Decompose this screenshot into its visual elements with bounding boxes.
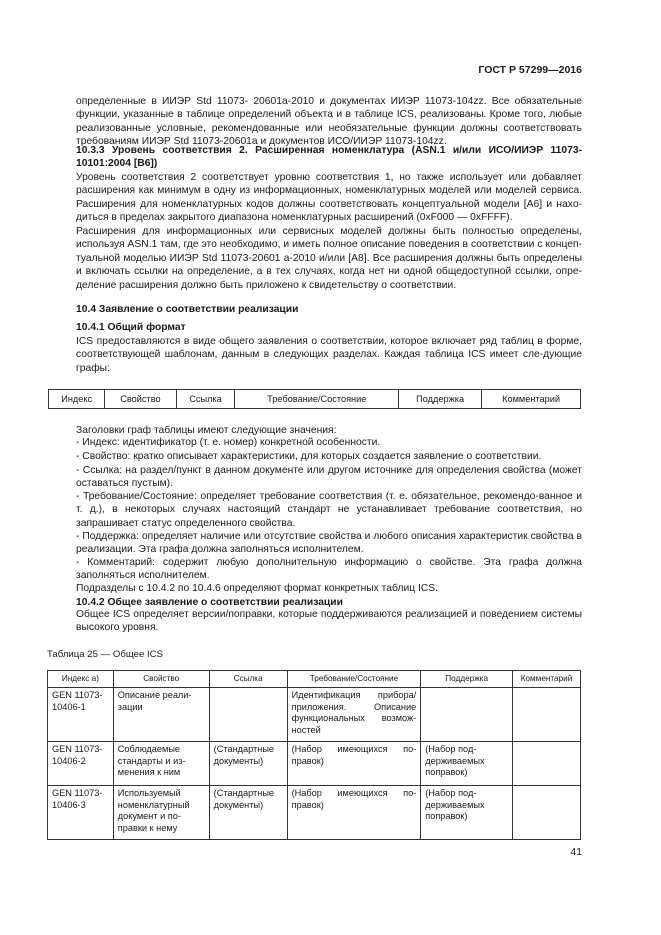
- table-header: Комментарий: [513, 671, 581, 688]
- table-header: Поддержка: [421, 671, 513, 688]
- list-item: - Ссылка: на раздел/пункт в данном документе или другом источнике для определения свойства (может оставаться пустым).: [76, 465, 582, 490]
- table-cell: (Набор имеющихся по-правок): [287, 786, 421, 840]
- paragraph: Уровень соответствия 2 соответствует уровню соответствия 1, но также использует или добавляет расширения как минимум в одну из информационных, номенклатурных моделей или моделей сервиса. Расширения для номенклатурных кодов должны соответствовать концептуальной модели [A6] и нахо-диться в пределах закрытого диапазона номенклатурных расширений (0xF000 — 0xFFFF).: [76, 172, 582, 224]
- table-cell: [209, 688, 287, 742]
- table-cell: Используемый номенклатурный документ и по-правки к нему: [113, 786, 209, 840]
- table-cell: Соблюдаемые стандарты и из-менения к ним: [113, 742, 209, 786]
- column-header: Требование/Состояние: [235, 390, 399, 409]
- table-header: Индекс a): [48, 671, 114, 688]
- table-cell: (Набор имеющихся по-правок): [287, 742, 421, 786]
- table-header-row: [48, 671, 581, 688]
- table-cell: Идентификация прибора/ приложения. Описание функциональных возмож-ностей: [287, 688, 421, 742]
- column-header: Индекс: [49, 390, 105, 409]
- table-caption: Таблица 25 — Общее ICS: [47, 649, 163, 660]
- table-row: [48, 742, 581, 786]
- column-header: Свойство: [105, 390, 176, 409]
- list-item: - Требование/Состояние: определяет требование соответствия (т. е. обязательное, рекомендо-ванное и т. д.), в некоторых случаях настоящий стандарт не устанавливает требование соответствия, но запрашивает статус определенного свойства.: [76, 491, 582, 529]
- paragraph: ICS предоставляются в виде общего заявления о соответствии, которое включает ряд таблиц в форме, соответствующей шаблонам, данным в следующих разделах. Каждая таблица ICS имеет сле-дующие графы:: [76, 336, 582, 374]
- table-cell: (Стандартные документы): [209, 742, 287, 786]
- table-cell: [513, 742, 581, 786]
- standard-header: ГОСТ Р 57299—2016: [478, 64, 582, 76]
- table-25-general-ics: [47, 670, 581, 840]
- paragraph: Общее ICS определяет версии/поправки, которые поддерживаются реализацией и поведением системы высокого уровня.: [76, 609, 582, 634]
- section-heading-10-4-1: 10.4.1 Общий формат: [76, 322, 186, 333]
- section-heading-10-4-2: 10.4.2 Общее заявление о соответствии реализации: [76, 597, 343, 608]
- ics-columns-example: [48, 389, 581, 409]
- table-cell: (Набор под-держиваемых поправок): [421, 742, 513, 786]
- table-header: Ссылка: [209, 671, 287, 688]
- section-heading-10-4: 10.4 Заявление о соответствии реализации: [76, 304, 299, 315]
- paragraph: определенные в ИИЭР Std 11073- 20601a-2010 и документах ИИЭР 11073-104zz. Все обязательные функции, указанные в таблице определений объекта и в таблице ICS, реализованы. Кроме того, любые реализованные условные, рекомендованные или необязательные функции должны соответствовать требованиям ИИЭР Std 11073-20601a и документов ИСО/ИИЭР 11073-104zz.: [76, 96, 582, 148]
- list-item: - Индекс: идентификатор (т. е. номер) конкретной особенности.: [76, 437, 381, 448]
- paragraph: Подразделы с 10.4.2 по 10.4.6 определяют формат конкретных таблиц ICS.: [76, 583, 438, 594]
- table-cell: (Набор под-держиваемых поправок): [421, 786, 513, 840]
- table-cell: Описание реали-зации: [113, 688, 209, 742]
- list-item: - Комментарий: содержит любую дополнительную информацию о свойстве. Эта графа должна заполняться исполнителем.: [76, 557, 582, 582]
- table-cell: [513, 688, 581, 742]
- column-header: Ссылка: [176, 390, 235, 409]
- column-header: Комментарий: [482, 390, 581, 409]
- table-header: Свойство: [113, 671, 209, 688]
- table-cell: GEN 11073-10406-2: [48, 742, 114, 786]
- column-header: Поддержка: [399, 390, 482, 409]
- table-row: [48, 688, 581, 742]
- table-cell: (Стандартные документы): [209, 786, 287, 840]
- table-cell: [421, 688, 513, 742]
- table-header: Требование/Состояние: [287, 671, 421, 688]
- page-number: 41: [570, 846, 582, 858]
- table-cell: GEN 11073-10406-3: [48, 786, 114, 840]
- list-item: - Свойство: кратко описывает характеристики, для которых создается заявление о соответствии.: [76, 451, 542, 462]
- list-item: - Поддержка: определяет наличие или отсутствие свойства и любого описания характеристик свойства в реализации. Эта графа должна заполняться исполнителем.: [76, 531, 582, 556]
- table-cell: [513, 786, 581, 840]
- table-row: [48, 786, 581, 840]
- paragraph: Расширения для информационных или сервисных моделей должны быть полностью определены, используя ASN.1 там, где это необходимо, и иметь полное описание поведения в соответствии с концеп-туальной моделью ИИЭР Std 11073-20601 а-2010 и/или [A8]. Все расширения должны быть определены и включать ссылки на определение, а в тех случаях, когда нет ни одной общедоступной ссылки, опре-деление расширения должно быть приложено к свидетельству о соответствии.: [76, 226, 582, 291]
- paragraph: Заголовки граф таблицы имеют следующие значения:: [76, 425, 337, 436]
- table-cell: GEN 11073-10406-1: [48, 688, 114, 742]
- section-heading-10-3-3: 10.3.3 Уровень соответствия 2. Расширенная номенклатура (ASN.1 и/или ИСО/ИИЭР 11073-10101:2004 [B6]): [76, 145, 582, 170]
